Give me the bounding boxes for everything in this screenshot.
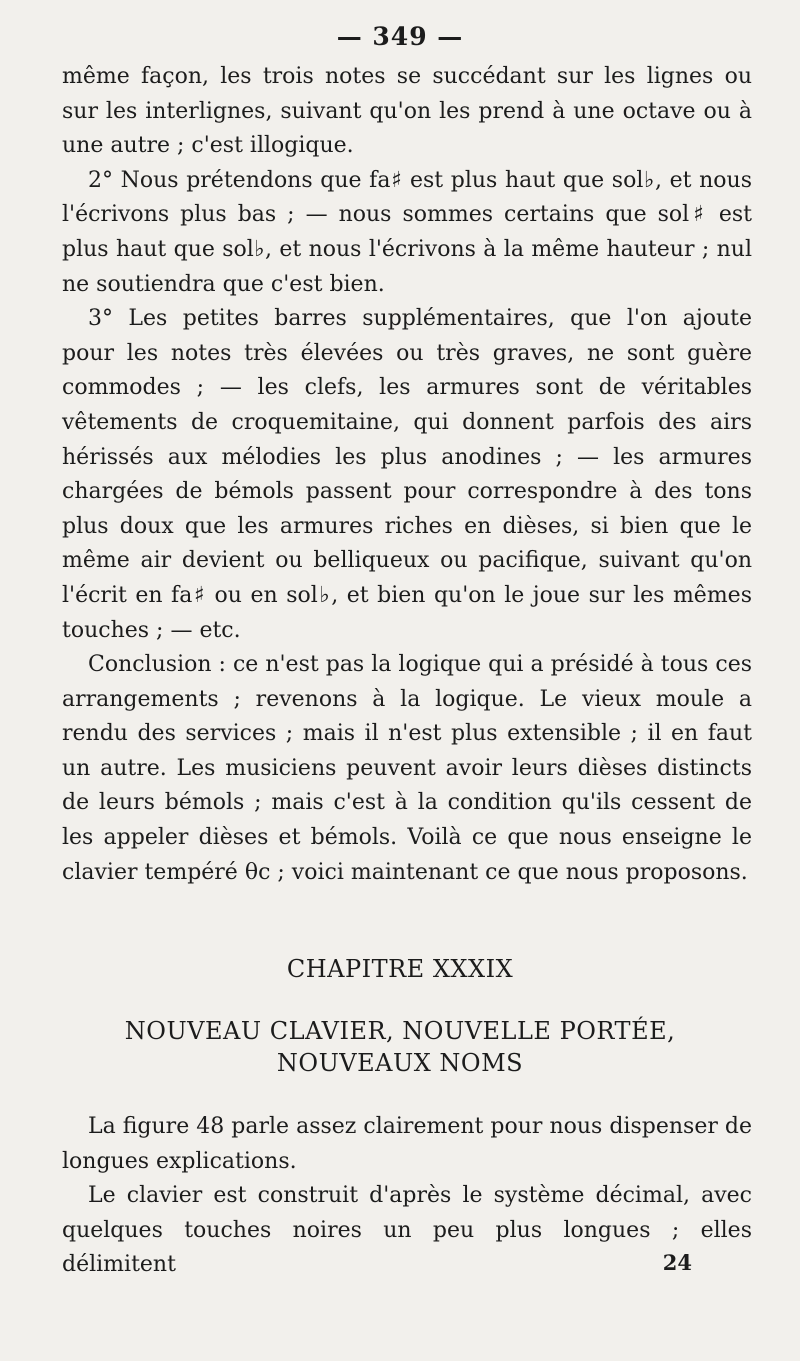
paragraph-2: 2° Nous prétendons que fa♯ est plus haut que sol♭, et nous l'écrivons plus bas ; — nous sommes certains que sol♯ est plus haut que sol♭, et nous l'écrivons à la même hauteur ; nul ne soutiendra que c'est bien. <box>62 167 752 297</box>
chapter-number: CHAPITRE XXXIX <box>286 955 514 983</box>
paragraph-4: Conclusion : ce n'est pas la logique qui a présidé à tous ces arrangements ; revenons à la logique. Le vieux moule a rendu des services ; mais il n'est plus extensible ; il en faut un autre. Les musiciens peuvent avoir leurs dièses distincts de leurs bémols ; mais c'est à la condition qu'ils cessent de les appeler dièses et bémols. Voilà ce que nous enseigne le clavier tempéré θc ; voici maintenant ce que nous proposons. <box>62 652 752 885</box>
chapter-title <box>0 1015 800 1079</box>
paragraph-3: 3° Les petites barres supplémentaires, que l'on ajoute pour les notes très élevées ou très graves, ne sont guère commodes ; — les clefs, les armures sont de véritables vêtements de croquemitaine, qui donnent parfois des airs hérissés aux mélodies les plus anodines ; — les armures chargées de bémols passent pour correspondre à des tons plus doux que les armures riches en dièses, si bien que le même air devient ou belliqueux ou pacifique, suivant qu'on l'écrit en fa♯ ou en sol♭, et bien qu'on le joue sur les mêmes touches ; — etc. <box>62 306 752 643</box>
paragraph-1: même façon, les trois notes se succédant sur les lignes ou sur les interlignes, suivant qu'on les prend à une octave ou à une autre ; c'est illogique. <box>62 64 752 159</box>
signature-mark: 24 <box>662 1250 692 1275</box>
chapter-title-line-1: NOUVEAU CLAVIER, NOUVELLE PORTÉE, <box>124 1017 676 1045</box>
chapter-title-line-2: NOUVEAUX NOMS <box>276 1049 524 1077</box>
chapter-body <box>62 1110 752 1283</box>
page-number: — 349 — <box>336 22 464 51</box>
paragraph-5: La figure 48 parle assez clairement pour nous dispenser de longues explications. <box>62 1114 752 1174</box>
body-text <box>62 60 752 890</box>
paragraph-6: Le clavier est construit d'après le système décimal, avec quelques touches noires un peu plus longues ; elles délimitent <box>62 1183 752 1278</box>
